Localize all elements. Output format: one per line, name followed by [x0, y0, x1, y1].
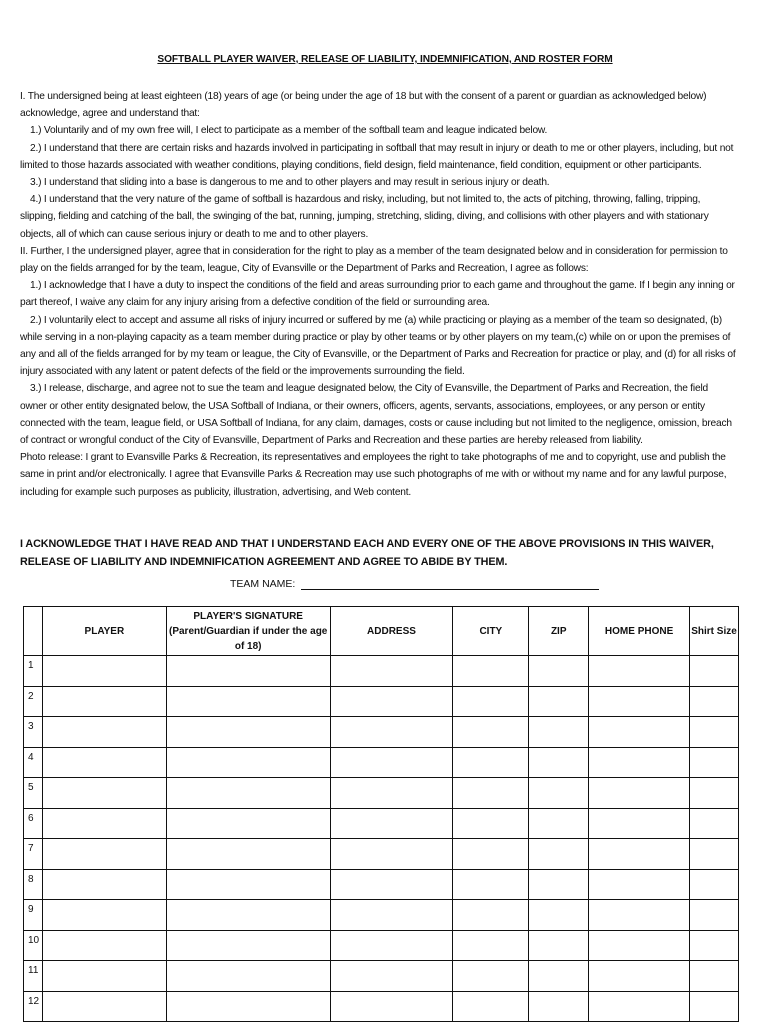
row-number-header	[24, 607, 43, 656]
address-cell[interactable]	[330, 961, 453, 992]
waiver-paragraph: 1.) I acknowledge that I have a duty to inspect the conditions of the field and areas surrounding prior to each game and throughout the game. If I begin any inning or part thereof, I waive any claim for any injury arising from a defective condition of the field or surrounding area.	[20, 280, 735, 309]
row-number: 3	[24, 717, 43, 748]
address-cell[interactable]	[330, 869, 453, 900]
player-header: PLAYER	[42, 607, 166, 656]
zip-cell[interactable]	[529, 717, 589, 748]
roster-row	[24, 961, 739, 992]
city-header: CITY	[453, 607, 529, 656]
player-cell[interactable]	[42, 808, 166, 839]
roster-body	[24, 656, 739, 1022]
zip-header: ZIP	[529, 607, 589, 656]
shirt-size-cell[interactable]	[690, 808, 739, 839]
player-cell[interactable]	[42, 747, 166, 778]
city-cell[interactable]	[453, 747, 529, 778]
city-cell[interactable]	[453, 839, 529, 870]
signature-cell[interactable]	[166, 717, 330, 748]
zip-cell[interactable]	[529, 961, 589, 992]
signature-cell[interactable]	[166, 778, 330, 809]
signature-cell[interactable]	[166, 747, 330, 778]
address-cell[interactable]	[330, 839, 453, 870]
roster-row	[24, 991, 739, 1022]
player-cell[interactable]	[42, 656, 166, 687]
row-number: 1	[24, 656, 43, 687]
home-phone-header: HOME PHONE	[589, 607, 690, 656]
zip-cell[interactable]	[529, 656, 589, 687]
row-number: 6	[24, 808, 43, 839]
home-phone-cell[interactable]	[589, 717, 690, 748]
home-phone-cell[interactable]	[589, 900, 690, 931]
roster-row	[24, 686, 739, 717]
player-cell[interactable]	[42, 717, 166, 748]
signature-cell[interactable]	[166, 656, 330, 687]
row-number: 4	[24, 747, 43, 778]
zip-cell[interactable]	[529, 930, 589, 961]
zip-cell[interactable]	[529, 778, 589, 809]
signature-cell[interactable]	[166, 961, 330, 992]
address-cell[interactable]	[330, 717, 453, 748]
home-phone-cell[interactable]	[589, 961, 690, 992]
address-cell[interactable]	[330, 778, 453, 809]
shirt-size-cell[interactable]	[690, 839, 739, 870]
address-cell[interactable]	[330, 686, 453, 717]
player-cell[interactable]	[42, 900, 166, 931]
waiver-paragraph: 2.) I understand that there are certain risks and hazards involved in participating in softball that may result in injury or death to me or other players, including, but not limited to those hazards associated with weather conditions, playing conditions, field design, field maintenance, field condition, equipment or other participants.	[20, 142, 734, 171]
shirt-size-header: Shirt Size	[690, 607, 739, 656]
address-header: ADDRESS	[330, 607, 453, 656]
city-cell[interactable]	[453, 808, 529, 839]
waiver-paragraph: 1.) Voluntarily and of my own free will, I elect to participate as a member of the softball team and league indicated below.	[30, 125, 548, 137]
address-cell[interactable]	[330, 747, 453, 778]
row-number: 12	[24, 991, 43, 1022]
shirt-size-cell[interactable]	[690, 991, 739, 1022]
address-cell[interactable]	[330, 656, 453, 687]
waiver-paragraph: Photo release: I grant to Evansville Parks & Recreation, its representatives and employees the right to take photographs of me and to copyright, use and publish the same in print and/or electronically. I agree that Evansville Parks & Recreation may use such photographs of me with or without my name and for any lawful purpose, including for example such purposes as publicity, illustration, advertising, and Web content.	[20, 452, 727, 498]
player-cell[interactable]	[42, 778, 166, 809]
signature-cell[interactable]	[166, 839, 330, 870]
roster-table	[23, 606, 739, 1022]
row-number: 8	[24, 869, 43, 900]
team-name-label: TEAM NAME:	[230, 578, 296, 590]
shirt-size-cell[interactable]	[690, 686, 739, 717]
home-phone-cell[interactable]	[589, 839, 690, 870]
roster-row	[24, 930, 739, 961]
shirt-size-cell[interactable]	[690, 961, 739, 992]
city-cell[interactable]	[453, 778, 529, 809]
signature-cell[interactable]	[166, 930, 330, 961]
player-cell[interactable]	[42, 869, 166, 900]
home-phone-cell[interactable]	[589, 808, 690, 839]
player-cell[interactable]	[42, 839, 166, 870]
signature-cell[interactable]	[166, 869, 330, 900]
shirt-size-cell[interactable]	[690, 869, 739, 900]
city-cell[interactable]	[453, 961, 529, 992]
signature-cell[interactable]	[166, 991, 330, 1022]
form-title: SOFTBALL PLAYER WAIVER, RELEASE OF LIABILITY, INDEMNIFICATION, AND ROSTER FORM	[157, 54, 613, 65]
row-number: 5	[24, 778, 43, 809]
player-cell[interactable]	[42, 930, 166, 961]
zip-cell[interactable]	[529, 747, 589, 778]
zip-cell[interactable]	[529, 991, 589, 1022]
waiver-paragraph: II. Further, I the undersigned player, agree that in consideration for the right to play as a member of the team designated below and in consideration for permission to play on the fields arranged for by the team, league, City of Evansville or the Department of Parks and Recreation, I agree as follows:	[20, 245, 728, 275]
roster-row	[24, 717, 739, 748]
row-number: 10	[24, 930, 43, 961]
waiver-paragraph: I. The undersigned being at least eighteen (18) years of age (or being under the age of 18 but with the consent of a parent or guardian as acknowledged below) acknowledge, agree and understand that:	[20, 91, 707, 120]
shirt-size-cell[interactable]	[690, 747, 739, 778]
home-phone-cell[interactable]	[589, 991, 690, 1022]
roster-header-row	[24, 607, 739, 656]
waiver-paragraph: 3.) I release, discharge, and agree not to sue the team and league designated below, the City of Evansville, the Department of Parks and Recreation, the field owner or other entity designated below, the USA Softball of Indiana, or their owners, officers, agents, servants, associations, employees, or any person or entity connected with the team, league field, or USA Softball of Indiana, for any claim, damages, costs or cause including but not limited to the negligence, omission, breach of contract or wrongful conduct of the City of Evansville, Department of Parks and Recreation and these parties are hereby released from liability.	[20, 383, 732, 447]
waiver-paragraph: 3.) I understand that sliding into a base is dangerous to me and to other players and may result in serious injury or death.	[30, 177, 550, 189]
address-cell[interactable]	[330, 930, 453, 961]
zip-cell[interactable]	[529, 808, 589, 839]
zip-cell[interactable]	[529, 686, 589, 717]
shirt-size-cell[interactable]	[690, 717, 739, 748]
waiver-paragraph: 4.) I understand that the very nature of the game of softball is hazardous and risky, including, but not limited to, the acts of pitching, throwing, falling, tripping, slipping, fielding and catching of the ball, the swinging of the bat, running, jumping, stretching, sliding, diving, and collisions with other players and with stationary objects, all of which can cause serious injury or death to me and to other players.	[20, 194, 709, 240]
row-number: 9	[24, 900, 43, 931]
roster-row	[24, 839, 739, 870]
roster-row	[24, 778, 739, 809]
city-cell[interactable]	[453, 656, 529, 687]
row-number: 7	[24, 839, 43, 870]
roster-row	[24, 900, 739, 931]
address-cell[interactable]	[330, 808, 453, 839]
roster-row	[24, 656, 739, 687]
home-phone-cell[interactable]	[589, 930, 690, 961]
signature-cell[interactable]	[166, 686, 330, 717]
city-cell[interactable]	[453, 900, 529, 931]
signature-header: PLAYER'S SIGNATURE (Parent/Guardian if under the age of 18)	[166, 607, 330, 656]
zip-cell[interactable]	[529, 839, 589, 870]
city-cell[interactable]	[453, 991, 529, 1022]
row-number: 2	[24, 686, 43, 717]
address-cell[interactable]	[330, 991, 453, 1022]
home-phone-cell[interactable]	[589, 869, 690, 900]
shirt-size-cell[interactable]	[690, 900, 739, 931]
home-phone-cell[interactable]	[589, 656, 690, 687]
team-name-row	[230, 578, 599, 590]
zip-cell[interactable]	[529, 900, 589, 931]
signature-cell[interactable]	[166, 900, 330, 931]
roster-row	[24, 869, 739, 900]
zip-cell[interactable]	[529, 869, 589, 900]
waiver-body	[20, 88, 736, 501]
shirt-size-cell[interactable]	[690, 930, 739, 961]
player-cell[interactable]	[42, 686, 166, 717]
roster-row	[24, 808, 739, 839]
signature-cell[interactable]	[166, 808, 330, 839]
home-phone-cell[interactable]	[589, 747, 690, 778]
home-phone-cell[interactable]	[589, 686, 690, 717]
address-cell[interactable]	[330, 900, 453, 931]
city-cell[interactable]	[453, 930, 529, 961]
waiver-paragraph: 2.) I voluntarily elect to accept and assume all risks of injury incurred or suffered by me (a) while practicing or playing as a member of the team so designated, (b) while serving in a non-playing capacity as a team member during practice or play by other teams or by other players on my team,(c) while on or upon the premises of any and all of the fields arranged for by my team or league, the City of Evansville, or the Department of Parks and Recreation for practice or play, and (d) for all risks of injury associated with any latent or patent defects of the field or the improvements surrounding the field.	[20, 314, 736, 378]
roster-row	[24, 747, 739, 778]
row-number: 11	[24, 961, 43, 992]
city-cell[interactable]	[453, 869, 529, 900]
home-phone-cell[interactable]	[589, 778, 690, 809]
acknowledgement-statement: I ACKNOWLEDGE THAT I HAVE READ AND THAT I UNDERSTAND EACH AND EVERY ONE OF THE ABOVE PROVISIONS IN THIS WAIVER, RELEASE OF LIABILITY AND INDEMNIFICATION AGREEMENT AND AGREE TO ABIDE BY THEM.	[20, 538, 714, 568]
team-name-field[interactable]	[301, 578, 599, 590]
player-cell[interactable]	[42, 961, 166, 992]
city-cell[interactable]	[453, 686, 529, 717]
shirt-size-cell[interactable]	[690, 778, 739, 809]
player-cell[interactable]	[42, 991, 166, 1022]
city-cell[interactable]	[453, 717, 529, 748]
shirt-size-cell[interactable]	[690, 656, 739, 687]
